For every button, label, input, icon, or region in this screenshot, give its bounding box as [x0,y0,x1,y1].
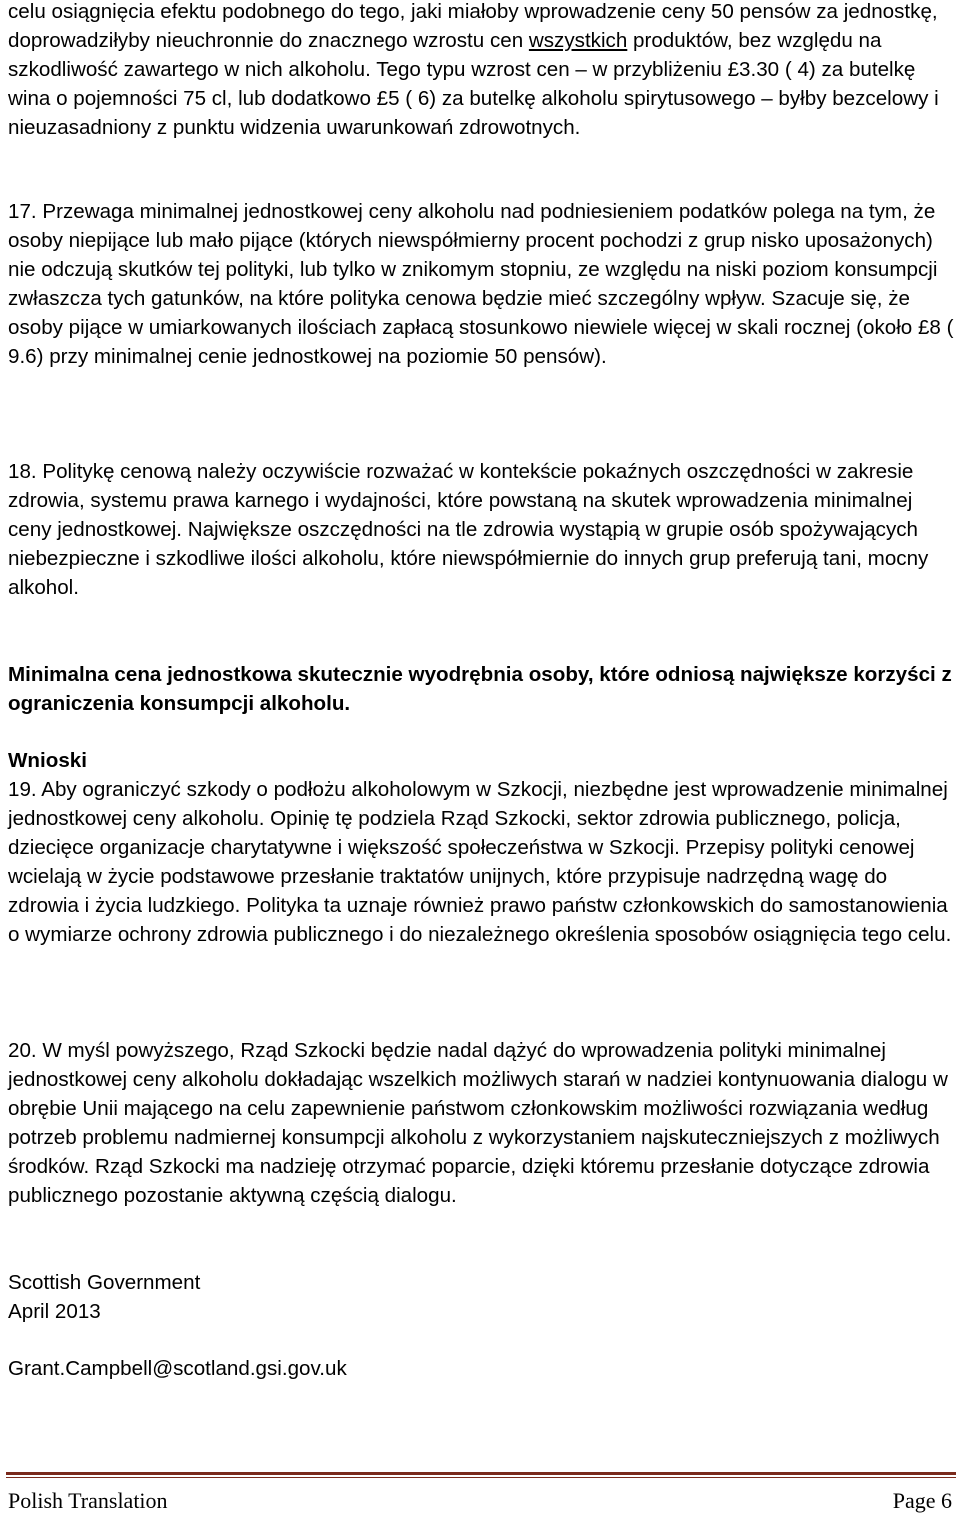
paragraph-continuation [8,0,956,142]
paragraph-continuation-part1: celu osiągnięcia efektu podobnego do tego, jaki miałoby wprowadzenie ceny 50 pensów za jednostkę, doprowadziłyby nieuchronnie do znacznego wzrostu cen [8,0,938,52]
paragraph-continuation-part2: produktów, bez względu na szkodliwość zawartego w nich alkoholu. Tego typu wzrost cen – w przybliżeniu £3.30 ( 4) za butelkę wina o pojemności 75 cl, lub dodatkowo £5 ( 6) za butelkę alkoholu spirytusowego – byłby bezcelowy i nieuzasadniony z punktu widzenia uwarunkowań zdrowotnych. [8,29,939,139]
paragraph-18: 18. Politykę cenową należy oczywiście rozważać w kontekście pokaźnych oszczędności w zakresie zdrowia, systemu prawa karnego i wydajności, które powstaną na skutek wprowadzenia minimalnej ceny jednostkowej. Największe oszczędności na tle zdrowia wystąpią w grupie osób spożywających niebezpieczne i szkodliwe ilości alkoholu, które niewspółmiernie do innych grup preferują tani, mocny alkohol. [8,460,929,599]
footer-page-number: Page 6 [892,1488,952,1513]
footer-translation-label: Polish Translation [8,1488,168,1513]
footer-divider-thick [6,1472,956,1475]
conclusions-heading: Wnioski [8,749,87,772]
paragraph-20: 20. W myśl powyższego, Rząd Szkocki będzie nadal dążyć do wprowadzenia polityki minimalnej jednostkowej ceny alkoholu dokładając wszelkich możliwych starań w nadziei kontynuowania dialogu w obrębie Unii mającego na celu zapewnienie państwom członkowskim możliwości rozwiązania według potrzeb problemu nadmiernej konsumpcji alkoholu z wykorzystaniem najskuteczniejszych z możliwych środków. Rząd Szkocki ma nadzieję otrzymać poparcie, dzięki któremu przesłanie dotyczące zdrowia publicznego pozostanie aktywną częścią dialogu. [8,1039,948,1207]
signature-date: April 2013 [8,1300,101,1323]
paragraph-continuation-underlined: wszystkich [528,29,628,52]
bold-statement: Minimalna cena jednostkowa skutecznie wyodrębnia osoby, które odniosą największe korzyści z ograniczenia konsumpcji alkoholu. [8,663,952,715]
paragraph-17: 17. Przewaga minimalnej jednostkowej ceny alkoholu nad podniesieniem podatków polega na tym, że osoby niepijące lub mało pijące (których niewspółmierny procent pochodzi z grup nisko uposażonych) nie odczują skutków tej polityki, lub tylko w znikomym stopniu, ze względu na niski poziom konsumpcji zwłaszcza tych gatunków, na które polityka cenowa będzie mieć szczególny wpływ. Szacuje się, że osoby pijące w umiarkowanych ilościach zapłacą stosunkowo niewiele więcej w skali rocznej (około £8 ( 9.6) przy minimalnej cenie jednostkowej na poziomie 50 pensów). [8,200,954,368]
signature-organisation: Scottish Government [8,1271,201,1294]
signature-email: Grant.Campbell@scotland.gsi.gov.uk [8,1357,347,1380]
paragraph-19: 19. Aby ograniczyć szkody o podłożu alkoholowym w Szkocji, niezbędne jest wprowadzenie minimalnej jednostkowej ceny alkoholu. Opinię tę podziela Rząd Szkocki, sektor zdrowia publicznego, policja, dziecięce organizacje charytatywne i większość społeczeństwa w Szkocji. Przepisy polityki cenowej wcielają w życie podstawowe przesłanie traktatów unijnych, które przypisuje nadrzędną wagę do zdrowia i życia ludzkiego. Polityka ta uznaje również prawo państw członkowskich do samostanowienia o wymiarze ochrony zdrowia publicznego i do niezależnego określenia sposobów osiągnięcia tego celu. [8,778,952,946]
footer-divider-thin [6,1477,956,1478]
